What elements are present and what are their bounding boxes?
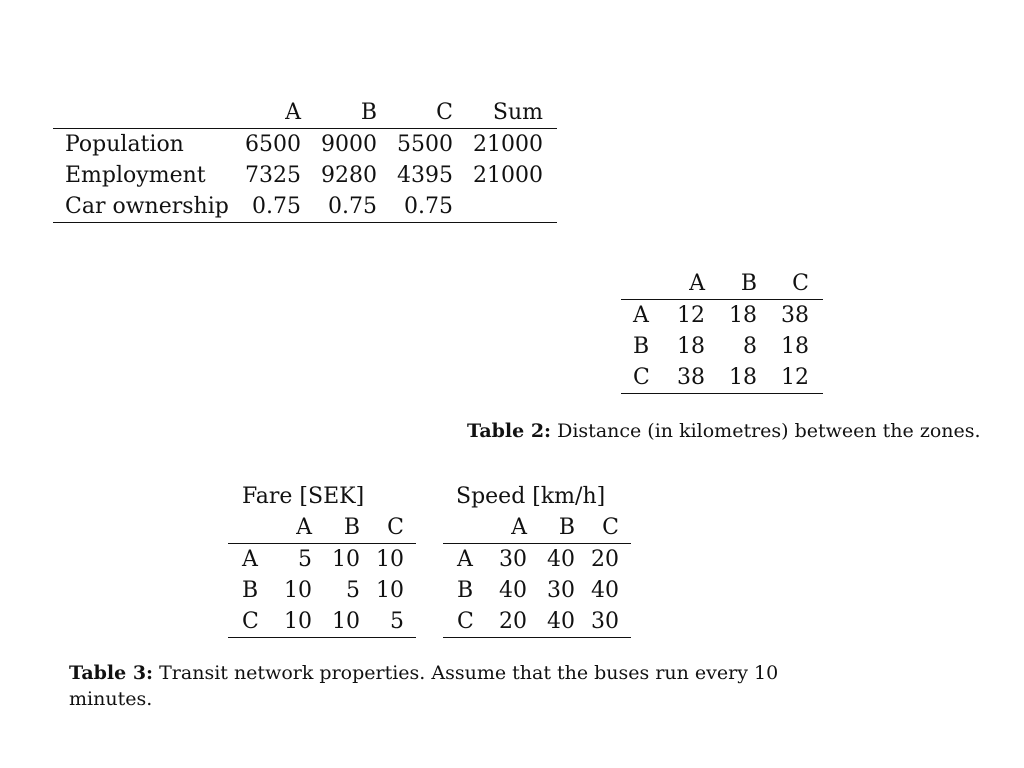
table-cell: 9000	[313, 129, 389, 161]
distance-table	[621, 268, 823, 394]
table-cell: 7325	[245, 163, 301, 188]
header-cell: A	[511, 515, 527, 540]
table-cell: 5500	[389, 129, 465, 161]
table-cell: 0.75	[389, 191, 465, 223]
header-cell	[53, 96, 237, 129]
table-row	[621, 362, 823, 394]
fare-table	[228, 512, 416, 638]
row-label: Car ownership	[53, 191, 237, 223]
table-cell: 5	[270, 544, 318, 576]
table-row	[53, 129, 557, 161]
table-cell: 40	[591, 578, 619, 603]
table-cell: 21000	[473, 163, 543, 188]
row-label: B	[457, 578, 474, 603]
table-cell: 0.75	[313, 191, 389, 223]
table-cell: 6500	[237, 129, 313, 161]
row-label: A	[228, 544, 270, 576]
header-cell: B	[558, 515, 575, 540]
table-cell: 10	[318, 544, 370, 576]
table-row	[228, 575, 416, 606]
header-cell: A	[689, 271, 705, 296]
table-3-caption	[69, 660, 809, 712]
table-row	[621, 331, 823, 362]
row-label: A	[621, 300, 661, 332]
table-2-caption	[467, 418, 981, 444]
table-cell: 10	[376, 578, 404, 603]
table-cell: 0.75	[237, 191, 313, 223]
table-cell: 38	[661, 362, 715, 394]
table-row	[621, 300, 823, 332]
speed-table-title: Speed [km/h]	[456, 484, 606, 509]
caption-label: Table 2:	[467, 420, 552, 442]
header-cell: C	[387, 515, 404, 540]
table-cell: 4395	[397, 163, 453, 188]
fare-table-title: Fare [SEK]	[242, 484, 365, 509]
table-cell: 8	[743, 334, 757, 359]
table-cell: 20	[485, 606, 533, 638]
table-cell	[465, 191, 557, 223]
header-cell: B	[360, 99, 377, 125]
table-cell: 9280	[321, 163, 377, 188]
table-cell: 30	[585, 606, 631, 638]
caption-label: Table 3:	[69, 662, 154, 684]
table-row	[228, 544, 416, 576]
row-label: A	[443, 544, 485, 576]
header-cell: C	[602, 515, 619, 540]
table-header-row	[53, 96, 557, 129]
row-label: B	[633, 334, 650, 359]
table-cell: 18	[715, 362, 767, 394]
header-cell: C	[792, 271, 809, 296]
table-cell: 18	[677, 334, 705, 359]
table-cell: 40	[533, 544, 585, 576]
header-cell	[621, 268, 661, 300]
caption-text: Transit network properties. Assume that the buses run every 10 minutes.	[69, 662, 779, 710]
table-cell: 18	[715, 300, 767, 332]
header-cell: A	[285, 99, 301, 125]
row-label: C	[621, 362, 661, 394]
table-row	[443, 606, 631, 638]
header-cell: A	[296, 515, 312, 540]
table-cell: 10	[370, 544, 416, 576]
table-row	[53, 160, 557, 191]
table-cell: 10	[318, 606, 370, 638]
table-cell: 20	[585, 544, 631, 576]
table-cell: 30	[485, 544, 533, 576]
table-cell: 10	[284, 578, 312, 603]
header-cell: B	[740, 271, 757, 296]
table-cell: 12	[661, 300, 715, 332]
row-label: C	[443, 606, 485, 638]
row-label: Population	[53, 129, 237, 161]
table-cell: 5	[370, 606, 416, 638]
table-row	[53, 191, 557, 223]
table-header-row	[621, 268, 823, 300]
table-cell: 40	[533, 606, 585, 638]
table-cell: 12	[767, 362, 823, 394]
table-row	[228, 606, 416, 638]
table-header-row	[443, 512, 631, 544]
table-cell: 38	[767, 300, 823, 332]
table-header-row	[228, 512, 416, 544]
table-cell: 5	[346, 578, 360, 603]
table-row	[443, 544, 631, 576]
table-cell: 40	[499, 578, 527, 603]
header-cell	[443, 512, 485, 544]
header-cell: Sum	[492, 99, 543, 125]
table-cell: 18	[781, 334, 809, 359]
zone-data-table	[53, 96, 557, 223]
table-cell: 30	[547, 578, 575, 603]
caption-text: Distance (in kilometres) between the zones.	[557, 420, 981, 442]
table-row	[443, 575, 631, 606]
row-label: Employment	[65, 163, 206, 188]
table-cell: 21000	[465, 129, 557, 161]
row-label: C	[228, 606, 270, 638]
header-cell: C	[436, 99, 453, 125]
row-label: B	[242, 578, 259, 603]
speed-table	[443, 512, 631, 638]
table-cell: 10	[270, 606, 318, 638]
header-cell: B	[343, 515, 360, 540]
header-cell	[228, 512, 270, 544]
